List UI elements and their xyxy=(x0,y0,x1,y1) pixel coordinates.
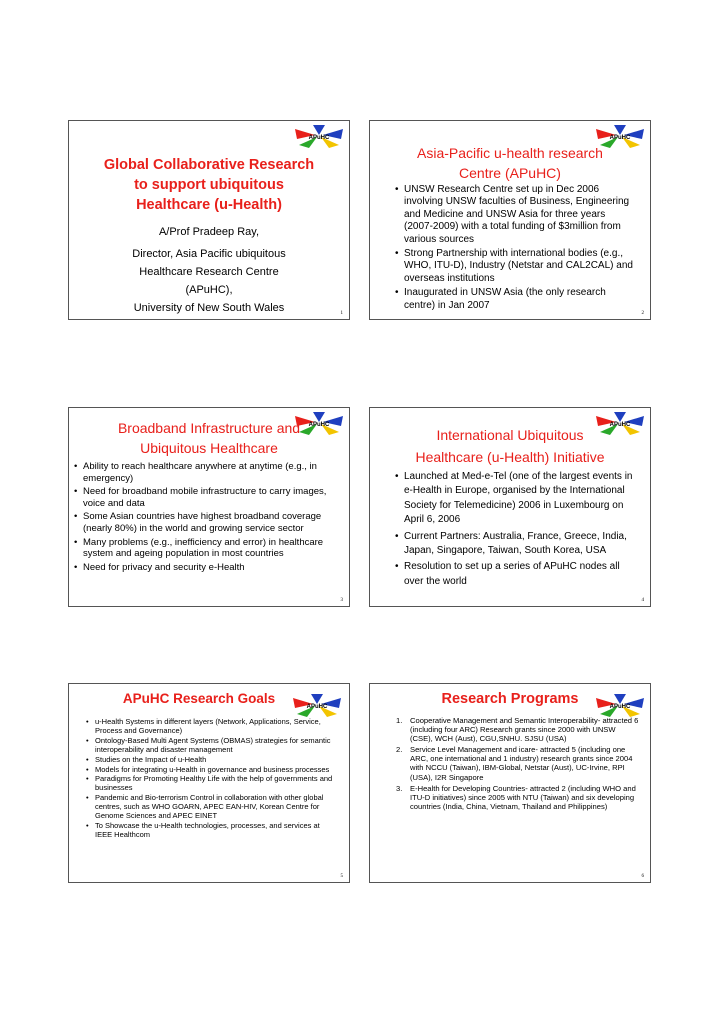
program-number: 1. xyxy=(396,716,403,725)
title-line: International Ubiquitous xyxy=(436,427,584,443)
svg-text:APuHC: APuHC xyxy=(308,135,330,141)
bullet-item: • UNSW Research Centre set up in Dec 2006 involving UNSW faculties of Business, Engineering and Medicine and UNSW Asia for three years (2007-2009) with a total funding of $3million from various sources xyxy=(394,184,636,246)
svg-text:APuHC: APuHC xyxy=(306,704,328,710)
bullet-item: • Need for privacy and security e-Health xyxy=(73,562,343,574)
program-item xyxy=(396,716,640,743)
author-line: Director, Asia Pacific ubiquitous xyxy=(132,248,286,260)
program-item xyxy=(396,745,640,781)
apuhc-logo-icon xyxy=(293,123,345,149)
bullet-item: • Paradigms for Promoting Healthy Life with the help of governments and businesses xyxy=(85,775,337,793)
slide-1-title xyxy=(79,155,339,215)
slide-6-programs xyxy=(396,716,640,811)
title-line: Healthcare (u-Health) xyxy=(136,197,282,213)
title-line: Healthcare (u-Health) Initiative xyxy=(415,449,605,465)
slide-2-title xyxy=(378,143,642,183)
program-text: Cooperative Management and Semantic Interoperability- attracted 6 (including four ARC) Research grants since 2000 with UNSW (CSE), WCH (Aust), CGU,SNHU. SJSU (USA) xyxy=(410,716,639,744)
bullet-item: • Need for broadband mobile infrastructure to carry images, voice and data xyxy=(73,486,343,509)
program-number: 3. xyxy=(396,783,403,793)
program-number: 2. xyxy=(396,745,403,755)
author-line: A/Prof Pradeep Ray, xyxy=(158,226,260,238)
program-item xyxy=(396,784,640,811)
author-line: University of New South Wales xyxy=(133,302,285,314)
svg-text:APuHC: APuHC xyxy=(609,422,631,428)
title-line: Global Collaborative Research xyxy=(103,157,315,173)
page-number: 2 xyxy=(641,311,644,316)
bullet-item: • Strong Partnership with international bodies (e.g., WHO, ITU-D), Industry (Netstar and CAL2CAL) and overseas institutions xyxy=(394,248,636,285)
bullet-item: • Resolution to set up a series of APuHC nodes all over the world xyxy=(394,560,640,589)
slide-3-title xyxy=(75,418,343,458)
bullet-item: • Inaugurated in UNSW Asia (the only research centre) in Jan 2007 xyxy=(394,287,636,312)
slide-4-bullets xyxy=(394,470,640,589)
slide-5-title: APuHC Research Goals xyxy=(122,691,276,706)
title-line: Asia-Pacific u-health research xyxy=(417,145,603,161)
slide-3 xyxy=(68,407,350,607)
page-number: 4 xyxy=(641,598,644,603)
slide-6-title: Research Programs xyxy=(441,691,579,707)
bullet-item: • Many problems (e.g., inefficiency and error) in healthcare system and ageing population in most countries xyxy=(73,537,343,560)
author-line: Healthcare Research Centre xyxy=(139,266,279,278)
page-number: 6 xyxy=(641,874,644,879)
bullet-item: • Studies on the Impact of u-Health xyxy=(85,756,337,765)
svg-text:APuHC: APuHC xyxy=(609,704,631,710)
author-line: (APuHC), xyxy=(185,284,233,296)
page-number: 5 xyxy=(340,874,343,879)
slide-2-bullets xyxy=(394,184,636,312)
slide-2 xyxy=(369,120,651,320)
page-number: 1 xyxy=(340,311,343,316)
slide-3-bullets xyxy=(73,461,343,573)
slide-4-title xyxy=(376,424,644,468)
slide-5 xyxy=(68,683,350,883)
svg-text:APuHC: APuHC xyxy=(609,135,631,141)
bullet-item: • Launched at Med-e-Tel (one of the largest events in e-Health in Europe, organised by the International Society for Telemedicine) 2006 in Luxembourg on April 6, 2006 xyxy=(394,470,640,528)
bullet-item: • Models for integrating u-Health in governance and business processes xyxy=(85,766,337,775)
slide-5-bullets xyxy=(85,718,337,840)
bullet-item: • Pandemic and Bio-terrorism Control in collaboration with other global centres, such as WHO GOARN, APEC EAN-HIV, Korean Centre for Genome Sciences and APEC EINET xyxy=(85,794,337,821)
title-line: Broadband Infrastructure and xyxy=(117,420,301,436)
slide-1-author-block xyxy=(79,223,339,317)
bullet-item: • u-Health Systems in different layers (Network, Applications, Service, Process and Governance) xyxy=(85,718,337,736)
title-line: to support ubiquitous xyxy=(134,177,284,193)
bullet-item: • To Showcase the u-Health technologies, processes, and services at IEEE Healthcom xyxy=(85,822,337,840)
svg-text:APuHC: APuHC xyxy=(308,422,330,428)
program-text: E-Health for Developing Countries- attracted 2 (including WHO and ITU-D initiatives) since 2005 with NTU (Taiwan) and six developing countries (India, China, Vietnam, Thailand and Philippines) xyxy=(410,783,636,811)
title-line: Ubiquitous Healthcare xyxy=(140,440,278,456)
program-text: Service Level Management and icare- attracted 5 (including one ARC, one international and 1 industry) research grants since 2004 with NCCU (Taiwan), IBM-Global, Netstar (Aust), UC-Irvine, RPI (USA), I2R Singapore xyxy=(410,745,633,782)
bullet-item: • Some Asian countries have highest broadband coverage (nearly 80%) in the world and growing service sector xyxy=(73,511,343,534)
slide-1 xyxy=(68,120,350,320)
page-number: 3 xyxy=(340,598,343,603)
title-line: Centre (APuHC) xyxy=(459,165,561,181)
bullet-item: • Current Partners: Australia, France, Greece, India, Japan, Singapore, Taiwan, South Korea, USA xyxy=(394,530,640,559)
bullet-item: • Ontology-Based Multi Agent Systems (OBMAS) strategies for semantic interoperability and disaster management xyxy=(85,737,337,755)
bullet-item: • Ability to reach healthcare anywhere at anytime (e.g., in emergency) xyxy=(73,461,343,484)
slide-4 xyxy=(369,407,651,607)
slide-6 xyxy=(369,683,651,883)
